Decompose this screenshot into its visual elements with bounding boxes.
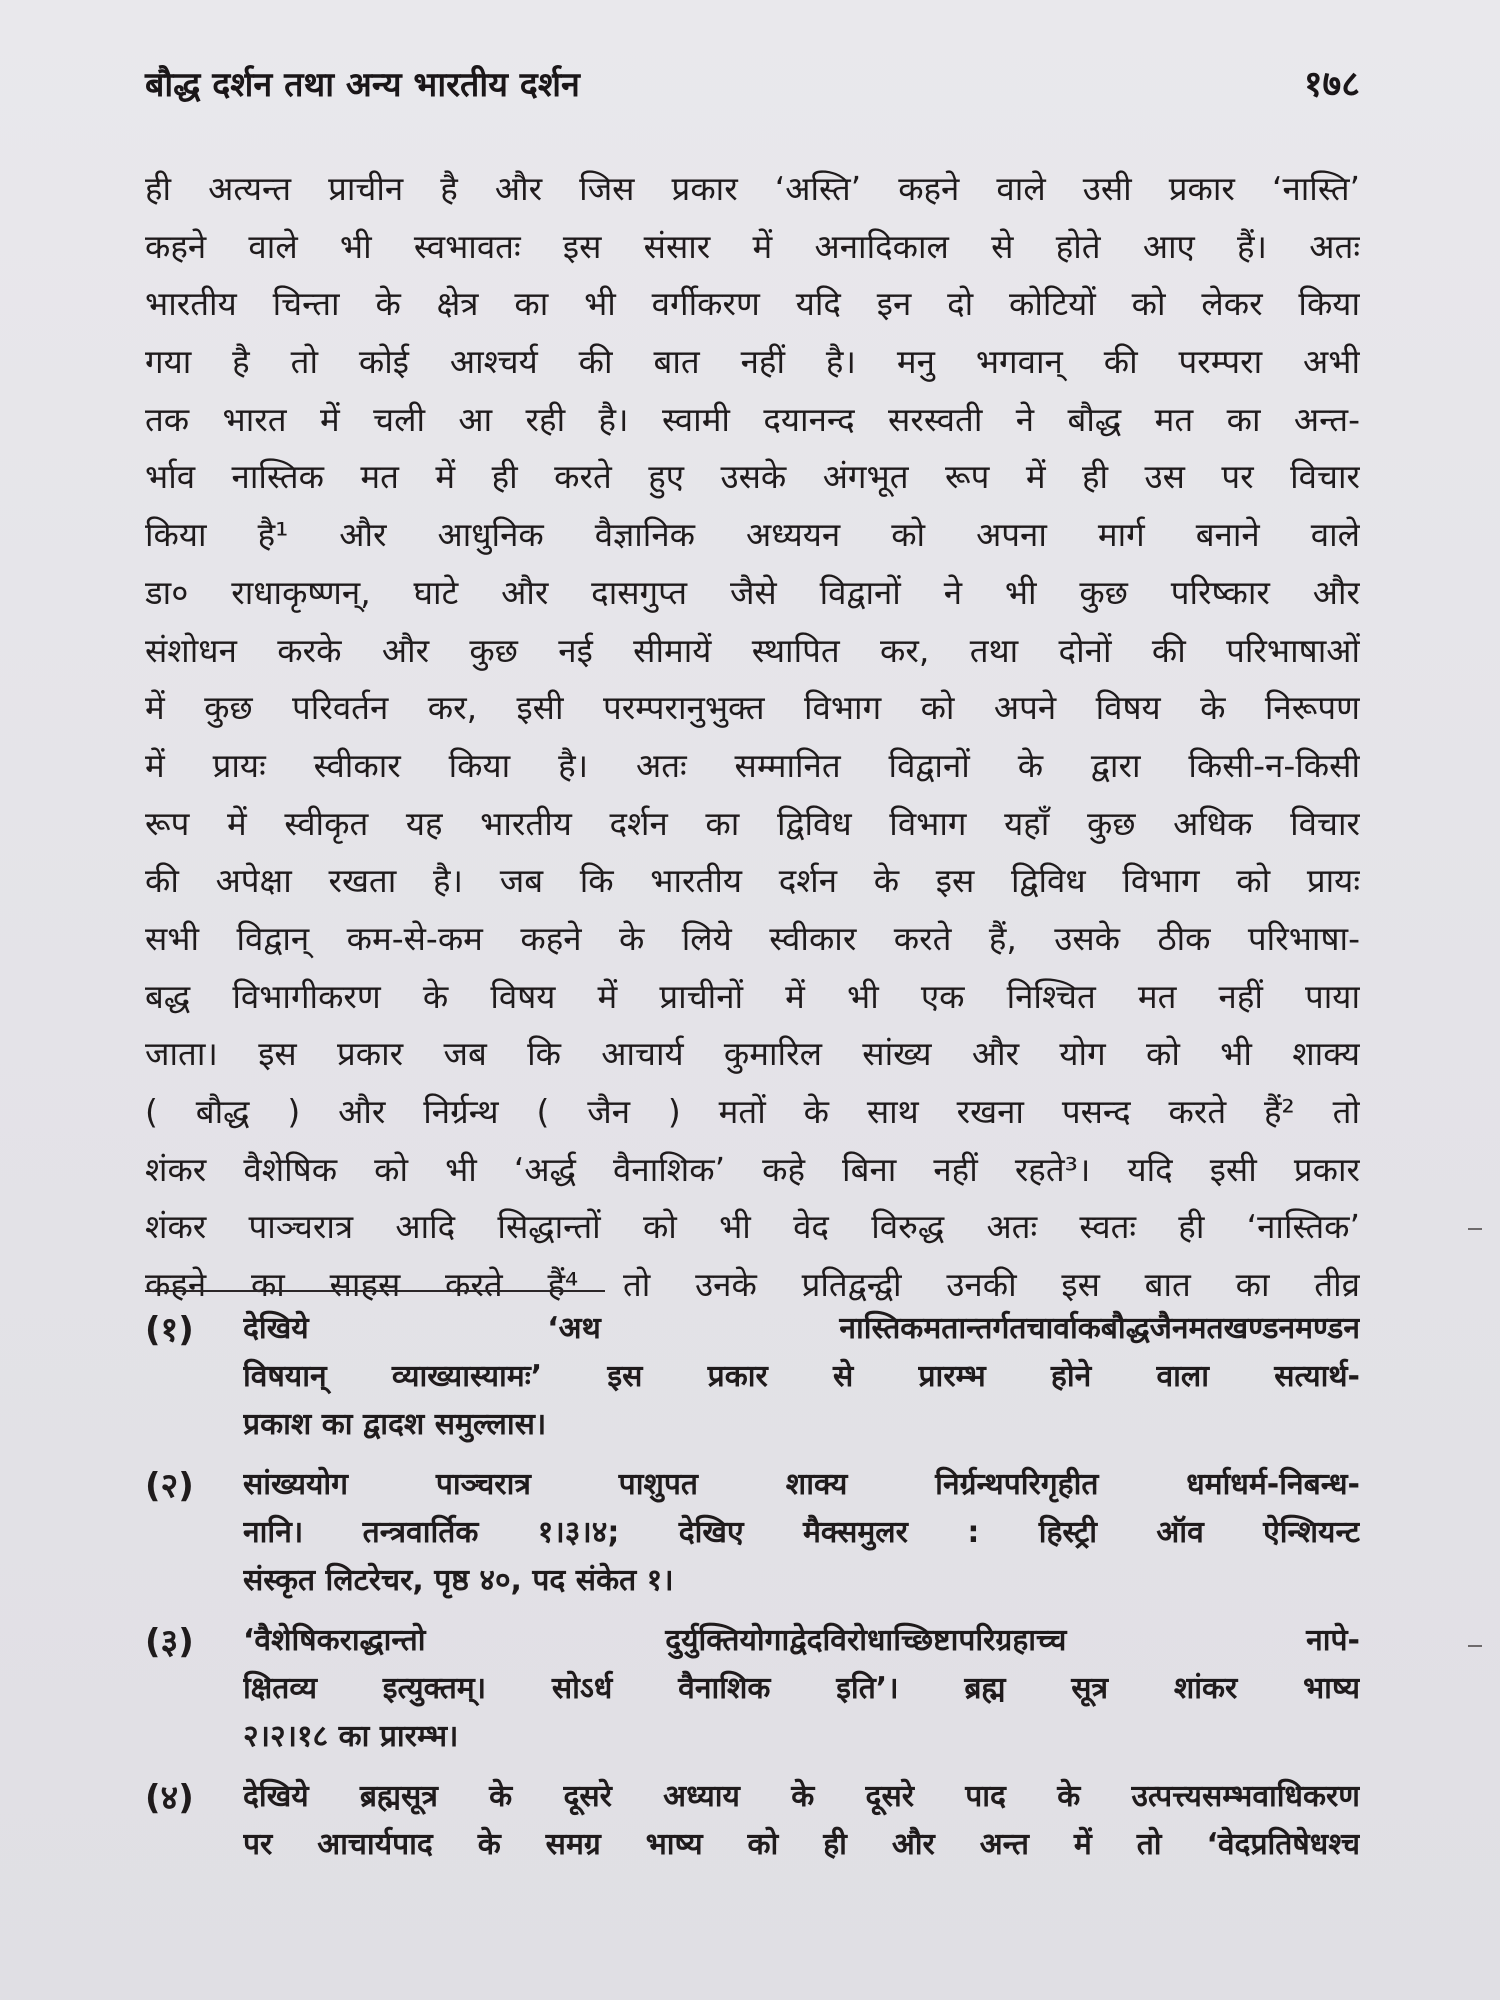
footnote-3 (145, 1617, 1360, 1761)
footnote-marker: (२) (145, 1466, 194, 1506)
body-line: बद्ध विभागीकरण के विषय में प्राचीनों में भी एक निश्चित मत नहीं पाया (145, 976, 1360, 1016)
body-line: जाता। इस प्रकार जब कि आचार्य कुमारिल सांख्य और योग को भी शाक्य (145, 1034, 1360, 1074)
body-line: कहने का साहस करते हैं⁴ तो उनके प्रतिद्वन्द्वी उनकी इस बात का तीव्र (145, 1265, 1360, 1305)
body-line: में प्रायः स्वीकार किया है। अतः सम्मानित विद्वानों के द्वारा किसी-न-किसी (145, 745, 1360, 785)
footnote-marker: (४) (145, 1778, 194, 1818)
body-line: ( बौद्ध ) और निर्ग्रन्थ ( जैन ) मतों के साथ रखना पसन्द करते हैं² तो (145, 1092, 1360, 1131)
margin-mark (1468, 1228, 1482, 1230)
body-line: रूप में स्वीकृत यह भारतीय दर्शन का द्विविध विभाग यहाँ कुछ अधिक विचार (145, 803, 1360, 843)
body-text (145, 160, 1360, 1314)
footnote-line: प्रकाश का द्वादश समुल्लास। (243, 1407, 547, 1442)
body-line: ही अत्यन्त प्राचीन है और जिस प्रकार ‘अस्ति’ कहने वाले उसी प्रकार ‘नास्ति’ (145, 169, 1360, 208)
footnote-rule (145, 1290, 605, 1292)
body-line: शंकर वैशेषिक को भी ‘अर्द्ध वैनाशिक’ कहे बिना नहीं रहते³। यदि इसी प्रकार (145, 1149, 1360, 1189)
footnote-line: संस्कृत लिटरेचर, पृष्ठ ४०, पद संकेत १। (243, 1563, 674, 1598)
footnote-line: विषयान् व्याख्यास्यामः’ इस प्रकार से प्रारम्भ होने वाला सत्यार्थ- (243, 1359, 1360, 1394)
body-line: र्भाव नास्तिक मत में ही करते हुए उसके अंगभूत रूप में ही उस पर विचार (145, 457, 1360, 497)
body-line: शंकर पाञ्चरात्र आदि सिद्धान्तों को भी वेद विरुद्ध अतः स्वतः ही ‘नास्तिक’ (145, 1207, 1360, 1247)
footnote-marker: (१) (145, 1310, 194, 1350)
body-line: डा० राधाकृष्णन्, घाटे और दासगुप्त जैसे विद्वानों ने भी कुछ परिष्कार और (145, 572, 1360, 612)
page-number: १७८ (1303, 64, 1360, 105)
body-line: सभी विद्वान् कम-से-कम कहने के लिये स्वीकार करते हैं, उसके ठीक परिभाषा- (145, 918, 1360, 958)
footnote-1 (145, 1305, 1360, 1449)
footnote-line: ‘वैशेषिकराद्धान्तो दुर्युक्तियोगाद्वेदविरोधाच्छिष्टापरिग्रहाच्च नापे- (243, 1623, 1360, 1658)
body-line: की अपेक्षा रखता है। जब कि भारतीय दर्शन के इस द्विविध विभाग को प्रायः (145, 861, 1360, 901)
footnote-line: देखिये ब्रह्मसूत्र के दूसरे अध्याय के दूसरे पाद के उत्पत्त्यसम्भवाधिकरण (243, 1779, 1360, 1814)
footnote-4 (145, 1773, 1360, 1869)
running-head-title: बौद्ध दर्शन तथा अन्य भारतीय दर्शन (145, 65, 580, 105)
body-line: किया है¹ और आधुनिक वैज्ञानिक अध्ययन को अपना मार्ग बनाने वाले (145, 515, 1360, 555)
body-line: गया है तो कोई आश्चर्य की बात नहीं है। मनु भगवान् की परम्परा अभी (145, 342, 1360, 382)
footnote-marker: (३) (145, 1622, 194, 1662)
body-line: कहने वाले भी स्वभावतः इस संसार में अनादिकाल से होते आए हैं। अतः (145, 226, 1360, 266)
footnote-line: सांख्ययोग पाञ्चरात्र पाशुपत शाक्य निर्ग्रन्थपरिगृहीत धर्माधर्म-निबन्ध- (243, 1467, 1360, 1502)
margin-mark (1468, 1645, 1482, 1647)
footnote-line: २।२।१८ का प्रारम्भ। (243, 1719, 459, 1754)
footnotes (145, 1305, 1360, 1881)
footnote-line: देखिये ‘अथ नास्तिकमतान्तर्गतचार्वाकबौद्धजैनमतखण्डनमण्डन (243, 1311, 1360, 1346)
footnote-2 (145, 1461, 1360, 1605)
body-line: में कुछ परिवर्तन कर, इसी परम्परानुभुक्त विभाग को अपने विषय के निरूपण (145, 688, 1360, 728)
footnote-line: नानि। तन्त्रवार्तिक १।३।४; देखिए मैक्समुलर : हिस्ट्री ऑव ऐन्शियन्ट (243, 1515, 1360, 1550)
footnote-line: क्षितव्य इत्युक्तम्। सोऽर्ध वैनाशिक इति’। ब्रह्म सूत्र शांकर भाष्य (243, 1671, 1360, 1706)
body-line: तक भारत में चली आ रही है। स्वामी दयानन्द सरस्वती ने बौद्ध मत का अन्त- (145, 399, 1360, 439)
body-line: भारतीय चिन्ता के क्षेत्र का भी वर्गीकरण यदि इन दो कोटियों को लेकर किया (145, 284, 1360, 324)
running-head (145, 60, 1360, 120)
footnote-line: पर आचार्यपाद के समग्र भाष्य को ही और अन्त में तो ‘वेदप्रतिषेधश्च (243, 1827, 1360, 1862)
body-line: संशोधन करके और कुछ नई सीमायें स्थापित कर, तथा दोनों की परिभाषाओं (145, 630, 1360, 670)
